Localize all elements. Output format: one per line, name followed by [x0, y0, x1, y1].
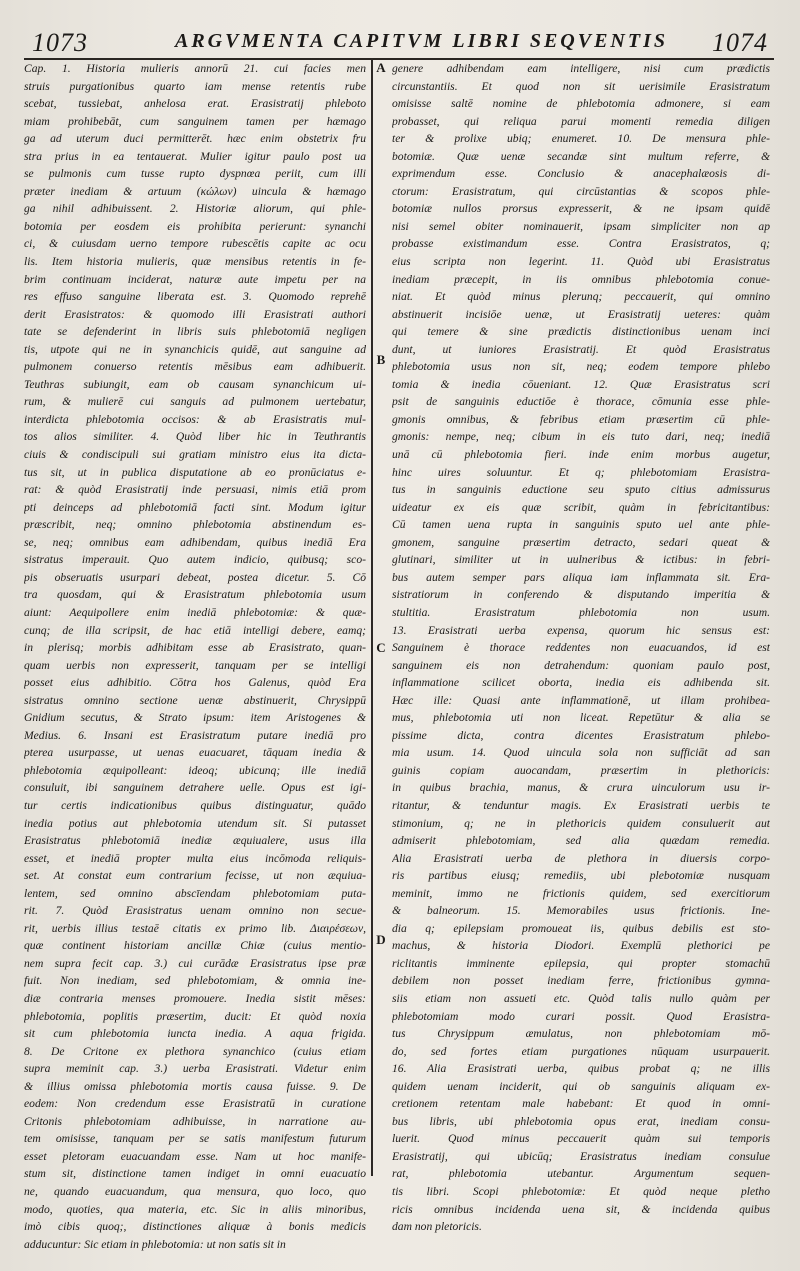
column-divider: [371, 58, 373, 1176]
right-column-line: & balneorum. 15. Memorabiles usus frictionis. Ine-: [392, 904, 770, 918]
left-column-line: sistratus imperauit. Quo autem indicio, quibusq; sco-: [24, 553, 366, 567]
right-column-line: admiserit phlebotomiam, sed alia quædam remedia.: [392, 834, 770, 848]
right-column-line: riclitantis imminente epilepsia, qui propter stomachū: [392, 956, 770, 970]
right-column-line: dia q; epilepsiam promoueat iis, quibus debilis est sto-: [392, 921, 770, 935]
left-column-line: tus sit, ut in publica disputatione ab eo pronūciatus e-: [24, 465, 366, 479]
right-column-line: in quibus brachia, manus, & crura uinculorum usu ir-: [392, 781, 770, 795]
left-column-line: pulmonem conuerso retentis mēsibus eam adhibuerit.: [24, 360, 366, 374]
right-column-line: omisisse saltē nomine de phlebotomia admonere, si eam: [392, 97, 770, 111]
left-column-line: Erasistratus phlebotomiā inediæ æquiualere, usus illa: [24, 834, 366, 848]
right-column-line: ris partibus eiusq; remediis, ubi plebotomiæ nusquam: [392, 869, 770, 883]
left-column-line: miam prohibebāt, cum sanguinem tamen per hæmago: [24, 114, 366, 128]
left-column-line: eodem: Non credendum esse Erasistratū in curatione: [24, 1097, 366, 1111]
left-column-line: Gnidium secutus, & Strato ipsum: item Aristogenes &: [24, 711, 366, 725]
page-number-right: 1074: [712, 28, 768, 57]
right-column-line: qui temere & sine prædictis distinctionibus uenam inci: [392, 325, 770, 339]
left-column-line: derit Erasistratos: & quomodo illi Erasistrati authori: [24, 307, 366, 321]
left-column-line: Cap. 1. Historia mulieris annorū 21. cui facies men: [24, 62, 366, 75]
right-column-line: pissime dicta, contra dicentes Erasistratum phlebo-: [392, 728, 770, 742]
right-column-line: uideatur ex eis quæ scribit, quàm in febricitantibus:: [392, 500, 770, 514]
right-column-line: tis libri. Scopi phlebotomiæ: Et quòd neque pletho: [392, 1185, 770, 1198]
right-column-line: luerit. Quod minus peccauerit quàm sui temporis: [392, 1132, 770, 1146]
left-column-line: res effuso sanguine liberata est. 3. Quomodo reprehē: [24, 290, 366, 304]
right-column-line: Alia Erasistrati uerba de plethora in diuersis corpo-: [392, 851, 770, 865]
left-column-line: set. At constat eum contrarium fecisse, ut non æquiua-: [24, 869, 366, 883]
left-column-line: pis obseruatis usurpari debeat, postea dicetur. 5. Cō: [24, 570, 366, 584]
left-column-line: adducuntur: Sic etiam in phlebotomia: ut non satis sit in: [24, 1237, 286, 1251]
left-column-line: tis, utpote qui ne in synanchicis quidē, aut sanguine ad: [24, 342, 366, 356]
right-text-column: [392, 60, 770, 1236]
left-column-line: rat: & quòd Erasistratij inde persuasi, nimis etiā prom: [24, 483, 366, 497]
left-column-line: pti deinceps ad phlebotomiā facti sint. Modum igitur: [24, 500, 366, 514]
left-column-line: scebat, tussiebat, anhelosa erat. Erasistratij phleboto: [24, 97, 366, 111]
right-column-line: cretionem retentam male habebant: Et quod in omni-: [392, 1097, 770, 1111]
left-column-line: rit, uerbis illius testaē citatis ex primo lib. Διαιρέσεων,: [24, 921, 366, 935]
left-column-line: quæ continent historiam ancillæ Chiæ (cuius mentio-: [24, 939, 366, 953]
left-column-line: esset, et inediā propter multa eius incōmoda reliquis-: [24, 851, 366, 865]
left-column-line: consuluit, ibi sanguinem detrahere uelle. Opus est igi-: [24, 781, 366, 795]
left-column-line: stra prius in ea tentauerat. Mulier igitur paulo post ua: [24, 149, 366, 163]
left-column-line: tem omisisse, tanquam per se satis manifestum futurum: [24, 1132, 366, 1146]
right-column-line: gmonem, sanguine præsertim detracto, sedari queat &: [392, 535, 770, 549]
right-column-line: guinis copiam auocandam, præsertim in plethoricis:: [392, 763, 770, 777]
right-column-line: inediam præcepit, in iis omnibus phlebotomia conue-: [392, 272, 770, 286]
margin-marker-c: C: [376, 640, 386, 655]
left-column-line: quam uerbis non expresserit, tanquam per se intelligi: [24, 658, 366, 672]
left-column-line: sistratus omnino sectione uenæ abstinuerit, Chrysippū: [24, 693, 366, 707]
right-column-line: inflammatione scilicet oborta, inedia eis adhibenda sit.: [392, 676, 770, 690]
margin-marker-b: B: [376, 352, 386, 367]
right-column-line: Hæc ille: Quasi ante inflammationē, ut illam prohibea-: [392, 693, 770, 707]
right-column-line: bus libris, ubi phlebotomia opus erat, inediam consu-: [392, 1114, 770, 1128]
right-column-line: eius scripta non legerint. 11. Quòd ubi Erasistratus: [392, 255, 770, 269]
left-column-line: Critonis phlebotomiam adhibuisse, in narratione au-: [24, 1114, 366, 1128]
left-column-line: ne, quando euacuandum, qua mensura, quo loco, quo: [24, 1185, 366, 1198]
right-column-line: nisi semel obiter nominauerit, ipsam simpliciter non ap: [392, 219, 770, 233]
left-column-line: brim continuam inciderat, naturæ aute impetu per na: [24, 272, 366, 286]
left-column-line: & illius omissa phlebotomia mortis causa fuisse. 9. De: [24, 1079, 366, 1093]
left-column-line: phlebotomia æquipolleant: ideoq; ubicunq; ille inediā: [24, 763, 366, 777]
left-column-line: sit cum phlebotomia iuncta inedia. A aqua frigida.: [24, 1027, 366, 1041]
left-column-line: tur certis indicationibus quibus distinguatur, quādo: [24, 798, 366, 812]
left-column-line: lis. Item historia mulieris, quæ mensibus retentis in fe-: [24, 255, 366, 269]
right-column-line: botomiæ. Quæ uenæ secandæ sint multum referre, &: [392, 149, 770, 163]
left-column-line: præscribit, neq; omnino phlebotomia abstinendum es-: [24, 518, 366, 532]
left-column-line: Teuthras subiungit, eam ob causam synanchicum ui-: [24, 377, 366, 391]
left-column-line: ga nihil adhibuissent. 2. Historiæ aliorum, qui phle-: [24, 202, 366, 216]
left-column-line: ci, & cuiusdam uerno tempore rubescētis capite ac ocu: [24, 237, 366, 251]
right-column-line: machus, & historia Diodori. Exemplū plethorici pe: [392, 939, 770, 953]
right-column-line: sanguinem eis non detrahendum: quoniam paulo post,: [392, 658, 770, 672]
left-column-line: lentem, sed omnino abscīendam phlebotomiam puta-: [24, 886, 366, 900]
right-column-line: do, sed fortes etiam purgationes nūquam usurpauerit.: [392, 1044, 770, 1058]
left-column-line: cunq; de illa scripsit, de hac etiā intelligi debere, eamq;: [24, 623, 366, 637]
right-column-line: stimonium, q; ne in plethoricis quidem consuluerit aut: [392, 816, 770, 830]
left-text-column: [24, 60, 366, 1253]
right-column-line: quidem uenam inciderit, qui ob sanguinis aliquam ex-: [392, 1079, 770, 1093]
page-header: [28, 22, 770, 56]
left-column-line: aiunt: Aequipollere enim inediā phlebotomiæ: & quæ-: [24, 605, 366, 619]
left-column-line: ciuis & condiscipuli sui gratiam ministro eius ita dicta-: [24, 448, 366, 462]
right-column-line: genere adhibendam eam intelligere, nisi cum prædictis: [392, 62, 770, 75]
page-number-left: 1073: [32, 28, 88, 57]
right-column-line: botomiæ nullos prorsus expresserit, & ne ipsam quidē: [392, 202, 770, 216]
right-column-line: dunt, ut iuniores Erasistratij. Et quòd Erasistratus: [392, 342, 770, 356]
margin-marker-a: A: [376, 60, 386, 75]
right-column-line: dam non pletoricis.: [392, 1220, 482, 1234]
right-column-line: sistratiorum in conferendo & disputando imperitia &: [392, 588, 770, 602]
left-column-line: tos alios similiter. 4. Quòd liber hic in Teuthrantis: [24, 430, 366, 444]
right-column-line: rat, phlebotomia utebantur. Argumentum sequen-: [392, 1167, 770, 1181]
left-column-line: rit. 7. Quòd Erasistratus uenam omnino non secue-: [24, 904, 366, 918]
right-column-line: meminit, immo ne frictionis quidem, sed exercitiorum: [392, 886, 770, 900]
right-column-line: mia usum. 14. Quod uincula sola non sufficiāt ad san: [392, 746, 770, 760]
left-column-line: esset pletoram euacuandam esse. Nam ut hoc manife-: [24, 1149, 366, 1163]
left-column-line: posset eius adhibitio. Cōtra hos Galenus, quòd Era: [24, 676, 366, 690]
left-column-line: rum, & mulierē cui sanguis ad pulmonem uertebatur,: [24, 395, 366, 409]
right-column-line: unā cū phlebotomia fieri. inde enim morbus augetur,: [392, 448, 770, 462]
left-column-line: struis purgationibus quarto iam mense retentis rube: [24, 79, 366, 93]
right-column-line: debilem non posset inediam ferre, frictionibus gymna-: [392, 974, 770, 988]
left-column-line: inedia potius aut phlebotomia utendum sit. Si putasset: [24, 816, 366, 830]
right-column-line: tomia & inedia cōueniant. 12. Quæ Erasistratus scri: [392, 377, 770, 391]
right-column-line: ricis omnibus incidenda uena sit, & incidenda quibus: [392, 1202, 770, 1216]
right-column-line: ter & prolixe ubiq; enumeret. 10. De mensura phle-: [392, 132, 770, 146]
margin-marker-d: D: [376, 932, 386, 947]
left-column-line: phlebotomia, poplitis præsertim, ducit: Et quòd noxia: [24, 1009, 366, 1023]
right-column-line: 13. Erasistrati uerba expensa, quorum hic sensus est:: [392, 623, 770, 637]
right-column-line: phlebotomiam modo curari possit. Quod Erasistra-: [392, 1009, 770, 1023]
right-column-line: Cū tamen uena rupta in sanguinis sputo uel ante phle-: [392, 518, 770, 532]
right-column-line: exprimendum esse. Conclusio & anacephalæosis di-: [392, 167, 770, 181]
left-column-line: diæ contraria menses promouere. Inedia sistit mēses:: [24, 991, 366, 1005]
left-column-line: stum sit, distinctione tamen indiget in omni euacuatio: [24, 1167, 366, 1181]
left-column-line: in plerisq; morbis adhibitam esse ab Erasistrato, quan-: [24, 641, 366, 655]
left-column-line: Medius. 6. Insani est Erasistratum putare inediā pro: [24, 728, 366, 742]
right-column-line: bus autem semper pars aliqua iam inflammata sit. Era-: [392, 570, 770, 584]
right-column-line: circunstantiis. Et quod non sit uerisimile Erasistratum: [392, 79, 770, 93]
left-column-line: ga ad uterum duci permitterēt. hæc enim obstetrix fru: [24, 132, 366, 146]
right-column-line: mus, phlebotomia uti non liceat. Repetūtur & alia se: [392, 711, 770, 725]
left-column-line: pterea usurpasse, ut uenas euacuaret, tāquam inedia &: [24, 746, 366, 760]
right-column-line: ctorum: Erasistratum, qui circūstantias & scopos phle-: [392, 184, 770, 198]
left-column-line: se, neq; omnibus eam adhibendam, quibus inediā Era: [24, 535, 366, 549]
right-column-line: 16. Alia Erasistrati uerba, quibus probat q; ne illis: [392, 1062, 770, 1076]
right-column-line: siis etiam non assueti etc. Quòd talis nullo quàm per: [392, 991, 770, 1005]
right-column-line: ritantur, & tenduntur magis. Ex Erasistrati uerbis te: [392, 798, 770, 812]
right-column-line: tus Chrysippum æmulatus, non phlebotomiam mō-: [392, 1027, 770, 1041]
right-column-line: glutinari, similiter ut in uulneribus & ictibus: in febri-: [392, 553, 770, 567]
left-column-line: tra quosdam, qui & Erasistratum phlebotomia usum: [24, 588, 366, 602]
running-title: ARGVMENTA CAPITVM LIBRI SEQVENTIS: [174, 30, 668, 52]
right-column-line: Sanguinem è thorace reddentes non euacuandos, id est: [392, 641, 770, 655]
right-column-line: gmonis: nempe, neq; cibum in eis tuto dari, neq; inediā: [392, 430, 770, 444]
right-column-line: tus in sanguinis eductione seu sputo citius admissurus: [392, 483, 770, 497]
right-column-line: gmonis omnibus, & febribus etiam præsertim cū phle-: [392, 412, 770, 426]
left-column-line: tate se defenderint in libris suis phlebotomiā negligen: [24, 325, 366, 339]
right-column-line: niat. Et quòd minus plerunq; peccauerit, qui omnino: [392, 290, 770, 304]
right-column-line: psit de sanguinis eductiōe è thorace, cōmunia esse phle-: [392, 395, 770, 409]
left-column-line: præter inediam & artuum (κώλων) uincula & hæmago: [24, 184, 366, 198]
right-column-line: abstinuerit incisiōe uenæ, ut Erasistratij ueteres: quàm: [392, 307, 770, 321]
right-column-line: phlebotomia usus non sit, neq; eodem tempore phlebo: [392, 360, 770, 374]
left-column-line: botomia per eosdem eis prohibita perierunt: synanchi: [24, 219, 366, 233]
right-column-line: Erasistratij, qui ubicūq; Erasistratus inediam consulue: [392, 1149, 770, 1163]
show-through-bleed: [390, 1180, 780, 1270]
left-column-line: se pulmonis cum tusse rupto dyspnœa periit, cum illi: [24, 167, 366, 181]
left-column-line: 8. De Critone ex plethora synanchico (cuius etiam: [24, 1044, 366, 1058]
left-column-line: interdicta phlebotomia occisos: & ab Erasistratis mul-: [24, 412, 366, 426]
right-column-line: hinc uires soluuntur. Et q; phlebotomiam Erasistra-: [392, 465, 770, 479]
left-column-line: supra meminit cap. 3.) uerba Erasistrati. Videtur enim: [24, 1062, 366, 1076]
right-column-line: probasse existimandum esse. Contra Erasistratos, q;: [392, 237, 770, 251]
right-column-line: stultitia. Erasistratum phlebotomia non usum.: [392, 605, 770, 619]
left-column-line: imò cibis quoq;, distinctiones aliquæ à bonis medicis: [24, 1220, 366, 1234]
right-column-line: probasset, qui reliqua parui momenti remedia diligen: [392, 114, 770, 128]
left-column-line: fuit. Non inediam, sed phlebotomiam, & omnia ine-: [24, 974, 366, 988]
left-column-line: nem supra fecit cap. 3.) cui curādæ Erasistratus ipse præ: [24, 956, 366, 970]
left-column-line: modo, quoties, qua materia, etc. Sic in aliis minoribus,: [24, 1202, 366, 1216]
